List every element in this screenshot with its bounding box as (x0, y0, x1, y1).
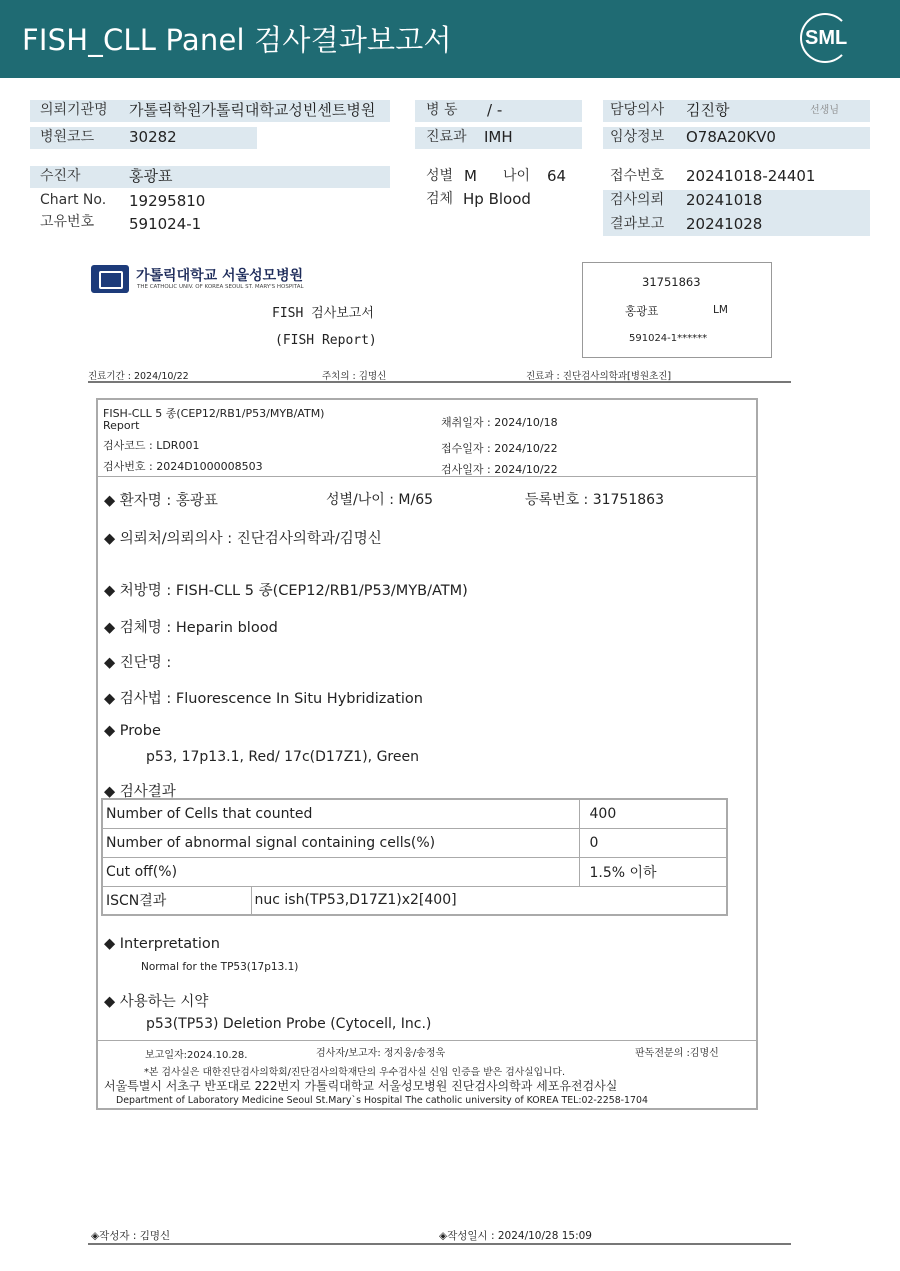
requested-value: 20241018 (686, 191, 763, 209)
hospital-name: 가톨릭대학교 서울성모병원 (136, 268, 304, 284)
visit-period: 진료기간 : 2024/10/22 (88, 371, 189, 382)
specialist: 판독전문의 :김명신 (635, 1048, 719, 1059)
page-header (0, 0, 900, 78)
specimen-value: Hp Blood (463, 190, 531, 208)
hospital-english-name: THE CATHOLIC UNIV. OF KOREA SEOUL ST. MARY'S HOSPITAL (137, 284, 304, 290)
department-value: IMH (484, 128, 513, 146)
institution-label: 의뢰기관명 (40, 102, 108, 118)
report-date: 보고일자:2024.10.28. (145, 1050, 248, 1061)
table-row (102, 799, 727, 828)
receipt-value: 20241018-24401 (686, 167, 816, 185)
doctor-suffix: 선생님 (810, 105, 839, 116)
age-value: 64 (547, 167, 567, 185)
patient-name-line: ◆ 환자명 : 홍광표 (104, 493, 218, 509)
table-row (102, 886, 727, 915)
sml-logo: SML (805, 27, 848, 49)
institution-value: 가톨릭학원가톨릭대학교성빈센트병원 (129, 101, 376, 119)
result-value: 0 (579, 828, 727, 857)
specimen-line: ◆ 검체명 : Heparin blood (104, 620, 278, 636)
requested-label: 검사의뢰 (610, 192, 665, 208)
specimen-label: 검체 (426, 191, 454, 207)
probe-heading: ◆ Probe (104, 723, 161, 739)
reg-no-line: 등록번호 : 31751863 (525, 492, 664, 508)
department-english: Department of Laboratory Medicine Seoul St.Mary`s Hospital The catholic university of KOREA TEL:02-2258-1704 (116, 1095, 648, 1106)
method-line: ◆ 검사법 : Fluorescence In Situ Hybridization (104, 691, 423, 707)
result-table (101, 798, 728, 916)
test-name-2: Report (103, 419, 140, 432)
reagent-value: p53(TP53) Deletion Probe (Cytocell, Inc.) (146, 1016, 432, 1032)
id-box-reg: 591024-1****** (629, 333, 708, 344)
report-title-ko: FISH 검사보고서 (272, 306, 374, 321)
reagent-heading: ◆ 사용하는 시약 (104, 994, 209, 1010)
doctor-label: 담당의사 (610, 102, 665, 118)
result-heading: ◆ 검사결과 (104, 784, 176, 800)
receipt-label: 접수번호 (610, 168, 665, 184)
testers: 검사자/보고자: 정지웅/송정욱 (316, 1048, 446, 1059)
collected-date: 채취일자 : 2024/10/18 (441, 416, 558, 429)
iscn-value: nuc ish(TP53,D17Z1)x2[400] (251, 886, 727, 915)
received-date: 접수일자 : 2024/10/22 (441, 442, 558, 455)
lab-address: 서울특별시 서초구 반포대로 222번지 가톨릭대학교 서울성모병원 진단검사의학과 세포유전검사실 (104, 1079, 618, 1093)
department-label: 진료과 (426, 129, 467, 145)
patient-id-box (582, 262, 772, 358)
ward-value: / - (487, 101, 503, 119)
reported-value: 20241028 (686, 215, 763, 233)
result-label: Number of abnormal signal containing cells(%) (102, 828, 579, 857)
chart-label: Chart No. (40, 192, 107, 208)
visit-info-line (88, 366, 791, 383)
sex-age-line: 성별/나이 : M/65 (326, 492, 434, 508)
test-name-1: FISH-CLL 5 종(CEP12/RB1/P53/MYB/ATM) (103, 407, 325, 420)
patient-id-label: 고유번호 (40, 214, 95, 230)
author: ◈작성자 : 김명신 (91, 1230, 171, 1242)
prescription-line: ◆ 처방명 : FISH-CLL 5 종(CEP12/RB1/P53/MYB/ATM) (104, 583, 468, 599)
doctor-value: 김진항 (686, 101, 730, 119)
referrer-line: ◆ 의뢰처/의뢰의사 : 진단검사의학과/김명신 (104, 531, 382, 547)
diagnosis-line: ◆ 진단명 : (104, 655, 172, 671)
age-label: 나이 (503, 168, 531, 184)
id-box-code: LM (713, 304, 728, 316)
result-label: Number of Cells that counted (102, 799, 579, 828)
result-value: 1.5% 이하 (579, 857, 727, 886)
table-row (102, 857, 727, 886)
iscn-label: ISCN결과 (102, 886, 251, 915)
hospital-code-label: 병원코드 (40, 129, 95, 145)
meta-divider (96, 476, 758, 477)
page-title: FISH_CLL Panel 검사결과보고서 (22, 23, 452, 57)
attending-physician: 주치의 : 김명신 (322, 371, 387, 382)
footer-divider (96, 1040, 758, 1041)
patient-name-label: 수진자 (40, 168, 81, 184)
reported-label: 결과보고 (610, 216, 665, 232)
hospital-code-value: 30282 (129, 128, 177, 146)
result-label: Cut off(%) (102, 857, 579, 886)
written-datetime: ◈작성일시 : 2024/10/28 15:09 (439, 1230, 592, 1242)
probe-value: p53, 17p13.1, Red/ 17c(D17Z1), Green (146, 749, 419, 765)
patient-name-band (30, 166, 390, 188)
ward-label: 병 동 (426, 102, 458, 118)
result-value: 400 (579, 799, 727, 828)
sex-label: 성별 (426, 168, 454, 184)
report-title-en: (FISH Report) (275, 333, 377, 348)
id-box-number: 31751863 (642, 275, 701, 289)
patient-id-value: 591024-1 (129, 215, 202, 233)
id-box-name: 홍광표 (625, 304, 659, 318)
clinical-label: 임상정보 (610, 129, 665, 145)
certification-note: *본 검사실은 대한진단검사의학회/진단검사의학재단의 우수검사실 신임 인증을 받은 검사실입니다. (144, 1067, 566, 1078)
interpretation-value: Normal for the TP53(17p13.1) (141, 961, 299, 973)
patient-name-value: 홍광표 (129, 167, 173, 185)
chart-value: 19295810 (129, 192, 206, 210)
test-code: 검사코드 : LDR001 (103, 439, 200, 452)
interpretation-heading: ◆ Interpretation (104, 936, 220, 952)
clinical-value: O78A20KV0 (686, 128, 776, 146)
bottom-divider (88, 1243, 791, 1245)
sex-value: M (464, 167, 477, 185)
table-row (102, 828, 727, 857)
test-number: 검사번호 : 2024D1000008503 (103, 460, 263, 473)
tested-date: 검사일자 : 2024/10/22 (441, 463, 558, 476)
visit-department: 진료과 : 진단검사의학과[병원초진] (526, 371, 672, 382)
hospital-logo-icon (91, 265, 129, 293)
